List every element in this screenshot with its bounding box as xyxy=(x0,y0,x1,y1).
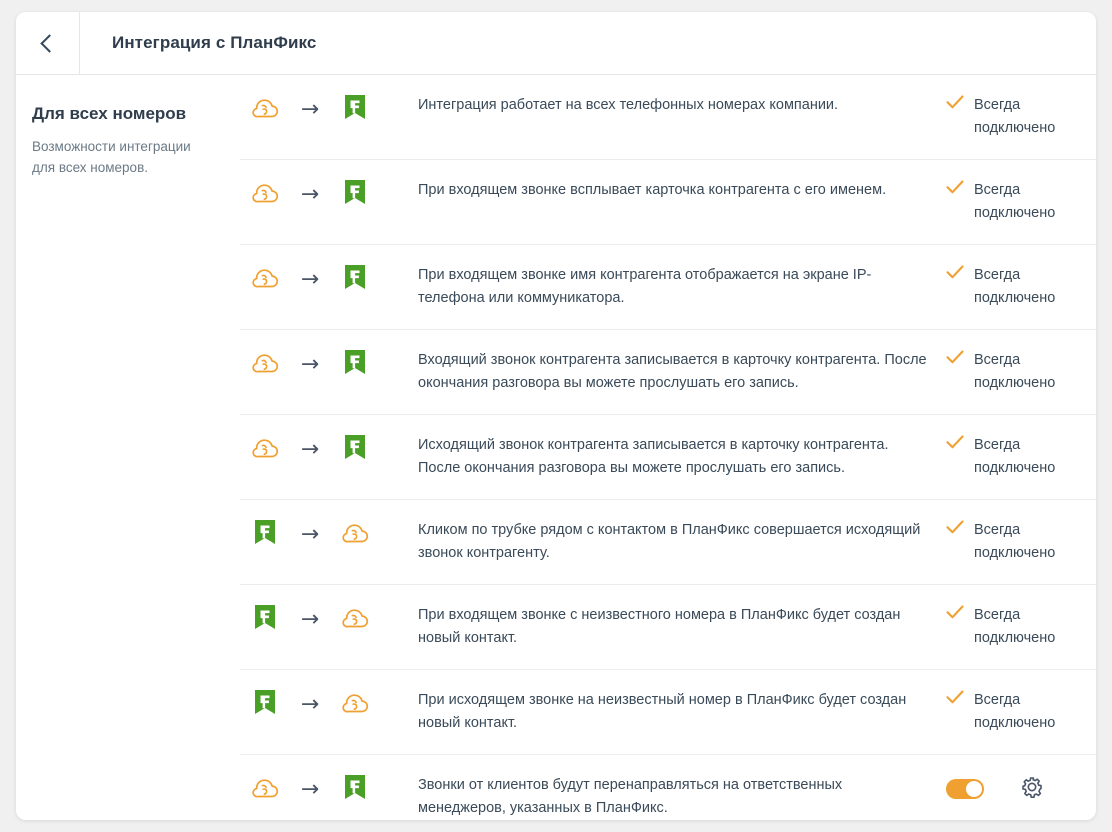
check-icon xyxy=(946,435,964,454)
feature-description: При входящем звонке имя контрагента отображается на экране IP-телефона или коммуникатора. xyxy=(418,266,872,307)
feature-toggle-cell xyxy=(946,773,1096,804)
integration-feature-list xyxy=(240,75,1096,820)
status-badge xyxy=(946,688,1096,736)
status-text: Всегда подключено xyxy=(974,181,1056,222)
cloud-icon xyxy=(248,178,282,212)
sidebar-description: Возможности интеграции для всех номеров. xyxy=(32,139,191,176)
table-row xyxy=(240,75,1096,160)
cloud-icon xyxy=(338,518,372,552)
table-row xyxy=(240,415,1096,500)
status-badge xyxy=(946,93,1096,141)
feature-description: Звонки от клиентов будут перенаправляться на ответственных менеджеров, указанных в ПланФикс. xyxy=(418,776,843,817)
status-badge xyxy=(946,603,1096,651)
arrow-right-icon: → xyxy=(300,691,320,717)
check-icon xyxy=(946,180,964,199)
status-badge xyxy=(946,263,1096,311)
cloud-icon xyxy=(248,773,282,807)
arrow-right-icon: → xyxy=(300,266,320,292)
table-row xyxy=(240,670,1096,755)
feature-description: При исходящем звонке на неизвестный номер в ПланФикс будет создан новый контакт. xyxy=(418,691,907,732)
status-text: Всегда подключено xyxy=(974,691,1056,732)
table-row xyxy=(240,500,1096,585)
table-row xyxy=(240,585,1096,670)
cloud-icon xyxy=(248,433,282,467)
flow-direction xyxy=(240,773,418,807)
flag-icon xyxy=(338,773,372,807)
page-title: Интеграция с ПланФикс xyxy=(112,33,317,52)
arrow-right-icon: → xyxy=(300,436,320,462)
flow-direction xyxy=(240,433,418,467)
status-text: Всегда подключено xyxy=(974,266,1056,307)
integration-window xyxy=(16,12,1096,820)
table-row xyxy=(240,245,1096,330)
feature-description: Интеграция работает на всех телефонных номерах компании. xyxy=(418,97,839,113)
window-body xyxy=(16,75,1096,820)
check-icon xyxy=(946,605,964,624)
flag-icon xyxy=(338,93,372,127)
flag-icon xyxy=(338,433,372,467)
toggle-knob xyxy=(966,781,982,797)
arrow-right-icon: → xyxy=(300,606,320,632)
flag-icon xyxy=(338,348,372,382)
status-text: Всегда подключено xyxy=(974,606,1056,647)
table-row xyxy=(240,755,1096,820)
feature-description: При входящем звонке с неизвестного номера в ПланФикс будет создан новый контакт. xyxy=(418,606,901,647)
feature-description: Исходящий звонок контрагента записывается в карточку контрагента. После окончания разговора вы можете прослушать его запись. xyxy=(418,436,889,477)
status-text: Всегда подключено xyxy=(974,521,1056,562)
flag-icon xyxy=(248,688,282,722)
check-icon xyxy=(946,520,964,539)
flow-direction xyxy=(240,603,418,637)
flag-icon xyxy=(338,263,372,297)
feature-description: При входящем звонке всплывает карточка контрагента с его именем. xyxy=(418,181,887,198)
feature-description: Кликом по трубке рядом с контактом в ПланФикс совершается исходящий звонок контрагенту. xyxy=(418,521,921,562)
status-text: Всегда подключено xyxy=(974,97,1056,137)
cloud-icon xyxy=(248,348,282,382)
status-badge xyxy=(946,433,1096,481)
cloud-icon xyxy=(338,603,372,637)
status-badge xyxy=(946,348,1096,396)
flag-icon xyxy=(248,603,282,637)
flow-direction xyxy=(240,93,418,127)
flag-icon xyxy=(248,518,282,552)
sidebar-heading: Для всех номеров xyxy=(32,104,187,123)
arrow-right-icon: → xyxy=(300,181,320,207)
cloud-icon xyxy=(248,93,282,127)
back-button[interactable] xyxy=(16,12,80,74)
status-badge xyxy=(946,518,1096,566)
arrow-right-icon: → xyxy=(300,521,320,547)
status-badge xyxy=(946,178,1096,226)
arrow-right-icon: → xyxy=(300,97,320,122)
feature-description: Входящий звонок контрагента записывается в карточку контрагента. После окончания разговора вы можете прослушать его запись. xyxy=(418,351,927,392)
flag-icon xyxy=(338,178,372,212)
flow-direction xyxy=(240,518,418,552)
flow-direction xyxy=(240,178,418,212)
check-icon xyxy=(946,350,964,369)
arrow-right-icon: → xyxy=(300,776,320,802)
window-titlebar xyxy=(16,12,1096,75)
check-icon xyxy=(946,95,964,114)
status-text: Всегда подключено xyxy=(974,436,1056,477)
check-icon xyxy=(946,690,964,709)
table-row xyxy=(240,160,1096,245)
flow-direction xyxy=(240,348,418,382)
arrow-right-icon: → xyxy=(300,351,320,377)
cloud-icon xyxy=(338,688,372,722)
feature-toggle[interactable] xyxy=(946,779,984,799)
cloud-icon xyxy=(248,263,282,297)
status-text: Всегда подключено xyxy=(974,351,1056,392)
check-icon xyxy=(946,265,964,284)
chevron-left-icon xyxy=(40,34,58,52)
table-row xyxy=(240,330,1096,415)
flow-direction xyxy=(240,688,418,722)
sidebar xyxy=(16,75,240,820)
gear-icon[interactable] xyxy=(1020,775,1044,804)
flow-direction xyxy=(240,263,418,297)
